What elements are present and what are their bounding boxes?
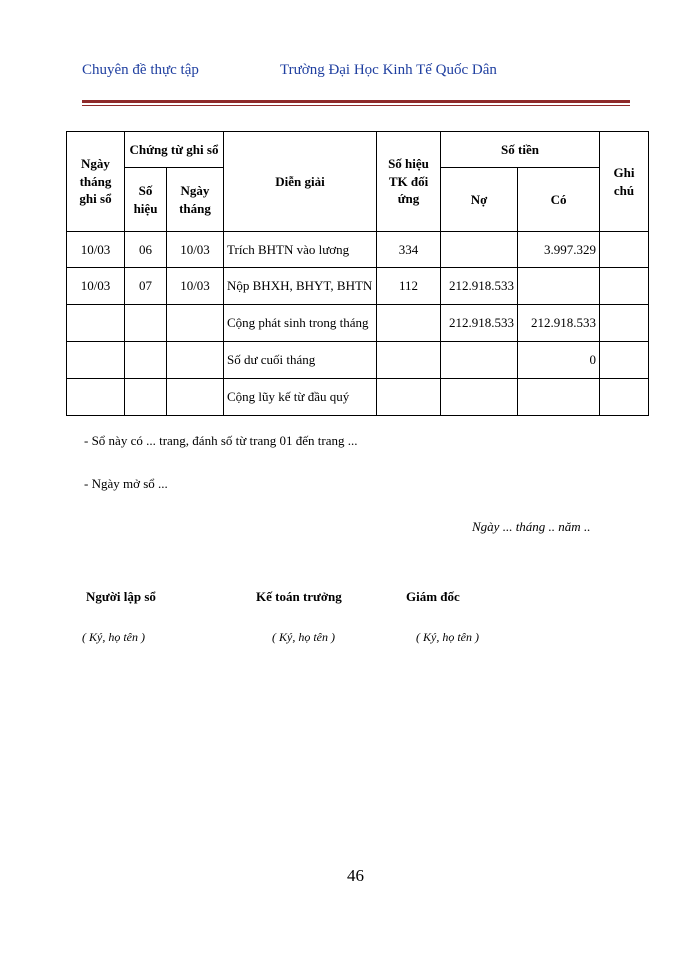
cell-note	[600, 342, 649, 379]
header-voucher-no: Số hiệu	[125, 168, 167, 232]
cell-voucher-date: 10/03	[167, 232, 224, 268]
cell-description: Nộp BHXH, BHYT, BHTN	[224, 268, 377, 305]
cell-credit	[518, 268, 600, 305]
signature-title-chief-accountant: Kế toán trưởng	[256, 589, 342, 604]
cell-note	[600, 232, 649, 268]
signature-sub-preparer: ( Ký, họ tên )	[82, 630, 145, 644]
note-pages: - Sổ này có ... trang, đánh số từ trang 01 đến trang ...	[84, 433, 358, 448]
cell-description: Số dư cuối tháng	[224, 342, 377, 379]
table-row	[67, 268, 649, 305]
cell-account	[377, 342, 441, 379]
cell-date	[67, 305, 125, 342]
cell-date	[67, 342, 125, 379]
header-rule	[82, 100, 630, 103]
header-description: Diễn giải	[224, 132, 377, 232]
header-voucher-date: Ngày tháng	[167, 168, 224, 232]
cell-debit: 212.918.533	[441, 268, 518, 305]
cell-description: Trích BHTN vào lương	[224, 232, 377, 268]
header-note: Ghi chú	[600, 132, 649, 232]
header-amount: Số tiền	[441, 132, 600, 168]
header-credit: Có	[518, 168, 600, 232]
cell-account: 334	[377, 232, 441, 268]
ledger-table	[66, 131, 649, 416]
cell-voucher-date	[167, 379, 224, 416]
header-right: Trường Đại Học Kinh Tế Quốc Dân	[280, 62, 497, 78]
table-row	[67, 305, 649, 342]
table-row	[67, 232, 649, 268]
cell-account	[377, 379, 441, 416]
note-open-date: - Ngày mở sổ ...	[84, 476, 168, 491]
header-account: Số hiệu TK đối ứng	[377, 132, 441, 232]
cell-voucher-date: 10/03	[167, 268, 224, 305]
cell-debit: 212.918.533	[441, 305, 518, 342]
signature-sub-director: ( Ký, họ tên )	[416, 630, 479, 644]
table-row	[67, 379, 649, 416]
cell-credit	[518, 379, 600, 416]
date-line: Ngày ... tháng .. năm ..	[472, 519, 591, 534]
cell-voucher-no	[125, 342, 167, 379]
cell-date: 10/03	[67, 232, 125, 268]
cell-debit	[441, 232, 518, 268]
cell-description: Cộng phát sinh trong tháng	[224, 305, 377, 342]
cell-note	[600, 305, 649, 342]
cell-voucher-no: 07	[125, 268, 167, 305]
cell-date: 10/03	[67, 268, 125, 305]
cell-account	[377, 305, 441, 342]
cell-voucher-no: 06	[125, 232, 167, 268]
cell-account: 112	[377, 268, 441, 305]
signature-title-preparer: Người lập sổ	[86, 589, 156, 604]
table-row	[67, 342, 649, 379]
cell-voucher-no	[125, 379, 167, 416]
cell-debit	[441, 342, 518, 379]
cell-date	[67, 379, 125, 416]
cell-note	[600, 379, 649, 416]
header-left: Chuyên đề thực tập	[82, 62, 199, 78]
header-rule-thin	[82, 105, 630, 106]
cell-debit	[441, 379, 518, 416]
signature-sub-chief-accountant: ( Ký, họ tên )	[272, 630, 335, 644]
header-debit: Nợ	[441, 168, 518, 232]
header-voucher: Chứng từ ghi sổ	[125, 132, 224, 168]
cell-credit: 212.918.533	[518, 305, 600, 342]
cell-credit: 3.997.329	[518, 232, 600, 268]
signature-title-director: Giám đốc	[406, 589, 460, 604]
page-number: 46	[347, 866, 364, 885]
cell-note	[600, 268, 649, 305]
cell-voucher-no	[125, 305, 167, 342]
header-date-recorded: Ngày tháng ghi sổ	[67, 132, 125, 232]
cell-description: Cộng lũy kế từ đầu quý	[224, 379, 377, 416]
cell-voucher-date	[167, 342, 224, 379]
cell-credit: 0	[518, 342, 600, 379]
cell-voucher-date	[167, 305, 224, 342]
